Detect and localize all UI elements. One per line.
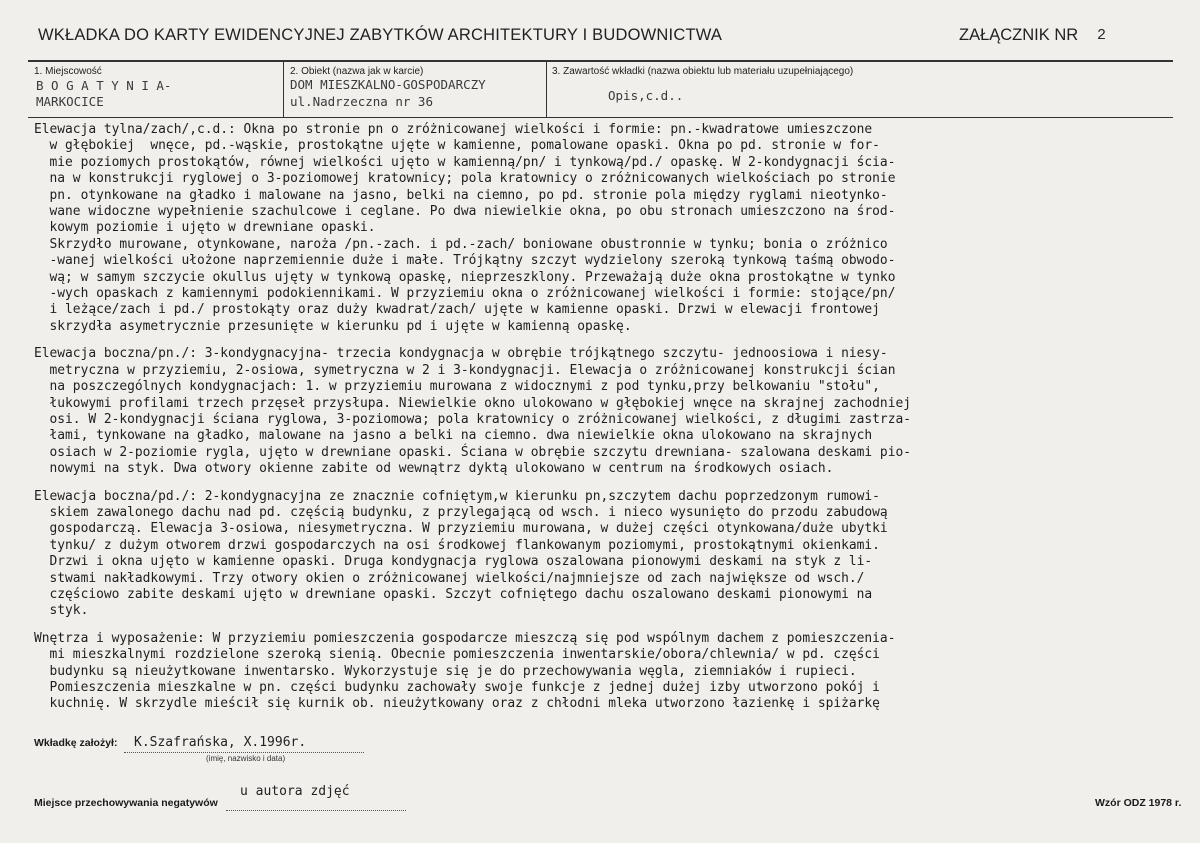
text-line: skrzydła asymetrycznie przesunięte w kierunku pd i ujęte w kamienną opaskę. (34, 318, 632, 334)
prepared-by-label: Wkładkę założył: (34, 737, 118, 749)
header-top-rule (28, 60, 1173, 62)
text-line: -wych opaskach z kamiennymi podokiennikami. W przyziemiu okna o zróżnicowanej wielkości i formie: stojące/pn/ (34, 286, 896, 302)
header-divider-1 (283, 61, 284, 118)
annex-label: ZAŁĄCZNIK NR (959, 26, 1079, 44)
text-line: w głębokiej wnęce, pd.-wąskie, prostokątne ujęte w kamienne, pomalowane opaski. Okna po pd. stronie w for- (34, 138, 880, 154)
text-line: styk. (34, 603, 89, 619)
text-line: Elewacja tylna/zach/,c.d.: Okna po stronie pn o zróżnicowanej wielkości i formie: pn.-kwadratowe umieszczone (34, 122, 873, 137)
paragraph-interiors (34, 631, 1174, 713)
text-line: mie poziomych prostokątów, równej wielkości ujęto w kamienną/pn/ i tynkową/pd./ opaskę. W 2-kondygnacji ścia- (34, 154, 896, 170)
negatives-value: u autora zdjęć (240, 784, 350, 799)
text-line: i leżące/zach i pd./ prostokąty oraz duży kwadrat/zach/ ujęte w kamienne opaski. Drzwi w elewacji frontowej (34, 302, 880, 318)
text-line: tynku/ z dużym otworem drzwi gospodarczych na osi środkowej flankowanym poziomymi, prostokątnymi okienkami. (34, 537, 880, 553)
text-line: metryczna w przyziemiu, 2-osiowa, symetryczna w 2 i 3-kondygnacji. Elewacja o zróżnicowanej konstrukcji ścian (34, 362, 896, 378)
text-line: łami, tynkowane na gładko, malowane na jasno a belki na ciemno. dwa niewielkie okna ulokowano na skrajnych (34, 428, 873, 444)
object-value-line2: ul.Nadrzeczna nr 36 (290, 94, 433, 109)
text-line: Elewacja boczna/pn./: 3-kondygnacyjna- trzecia kondygnacja w obrębie trójkątnego szczytu- jednoosiowa i niesy- (34, 346, 888, 362)
prepared-by-value: K.Szafrańska, X.1996r. (134, 735, 307, 750)
text-line: stwami nakładkowymi. Trzy otwory okien o zróżnicowanej wielkości/najmniejsze od zach największe od wsch./ (34, 570, 865, 586)
object-label: 2. Obiekt (nazwa jak w karcie) (290, 66, 424, 77)
form-title: WKŁADKA DO KARTY EWIDENCYJNEJ ZABYTKÓW ARCHITEKTURY I BUDOWNICTWA (38, 26, 723, 44)
text-line: gospodarczą. Elewacja 3-osiowa, niesymetryczna. W przyziemiu murowana, w dużej części otynkowana/duże ubytki (34, 521, 888, 537)
contents-value: Opis,c.d.. (608, 88, 684, 103)
text-line: kowym poziomie i ujęto w drewniane opaski. (34, 220, 376, 236)
place-value-line1: B O G A T Y N I A- (36, 78, 172, 93)
negatives-location-label: Miejsce przechowywania negatywów (34, 797, 218, 809)
text-line: kuchnię. W skrzydle mieścił się kurnik ob. nieużytkowany oraz z chłodni mleka utworzono łazienkę i spiżarkę (34, 696, 880, 712)
header-divider-2 (546, 61, 547, 118)
object-value-line1: DOM MIESZKALNO-GOSPODARCZY (290, 77, 486, 92)
paragraph-north-elevation (34, 346, 1174, 477)
text-line: częściowo zabite deskami ujęto w drewniane opaski. Szczyt cofniętego dachu oszalowano deskami pionowymi na (34, 586, 873, 602)
text-line: nowymi na styk. Dwa otwory okienne zabite od wewnątrz dyktą ulokowano w centrum na środkowych osiach. (34, 461, 834, 477)
place-value-line2: MARKOCICE (36, 94, 104, 109)
header-bottom-rule (28, 117, 1173, 118)
paragraph-rear-elevation (34, 122, 1174, 335)
text-line: skiem zawalonego dachu nad pd. częścią budynku, z przylegającą od wsch. i nieco wysunięto do przodu zabudową (34, 504, 888, 520)
paragraph-south-elevation (34, 489, 1174, 620)
text-line: Wnętrza i wyposażenie: W przyziemiu pomieszczenia gospodarcze mieszczą się pod wspólnym dachem z pomieszczenia- (34, 630, 896, 646)
annex-number: 2 (1097, 27, 1107, 44)
form-model-label: Wzór ODZ 1978 r. (1095, 797, 1182, 809)
text-line: wane widoczne wypełnienie szachulcowe i ceglane. Po dwa niewielkie okna, po obu stronach umieszczono na środ- (34, 204, 896, 220)
text-line: Elewacja boczna/pd./: 2-kondygnacyjna ze znacznie cofniętym,w kierunku pn,szczytem dachu poprzedzonym rumowi- (34, 488, 880, 504)
contents-label: 3. Zawartość wkładki (nazwa obiektu lub materiału uzupełniającego) (552, 66, 854, 77)
text-line: pn. otynkowane na gładko i malowane na jasno, belki na ciemno, po pd. stronie pola między ryglami nieotynko- (34, 187, 888, 203)
text-line: -wanej wielkości ułożone naprzemiennie duże i małe. Trójkątny szczyt wydzielony szeroką tynkową taśmą obwodo- (34, 253, 896, 269)
text-line: Drzwi i okna ujęto w kamienne opaski. Druga kondygnacja ryglowa oszalowana pionowymi deskami na styk z li- (34, 554, 873, 570)
text-line: łukowymi profilami trzech przęseł przysłupa. Niewielkie okno ulokowano w głębokiej wnęce na skrajnej zachodniej (34, 395, 911, 411)
text-line: osiach w 2-poziomie rygla, ujęto w drewniane opaski. Ściana w obrębie szczytu drewniana- szalowana deskami pio- (34, 444, 911, 460)
text-line: osi. W 2-kondygnacji ściana ryglowa, 3-poziomowa; pola kratownicy o zróżnicowanej wielkości, z długimi zastrza- (34, 411, 911, 427)
prepared-by-line (124, 752, 364, 753)
description-body (34, 122, 1174, 713)
text-line: mi mieszkalnymi rozdzielone szeroką sienią. Obecnie pomieszczenia inwentarskie/obora/chlewnia/ w pd. części (34, 647, 880, 663)
text-line: budynku są nieużytkowane inwentarsko. Wykorzystuje się je do przechowywania węgla, ziemniaków i rupieci. (34, 663, 857, 679)
text-line: Pomieszczenia mieszkalne w pn. części budynku zachowały swoje funkcje z jednej dużej izby utworzono pokój i (34, 680, 880, 695)
prepared-by-hint: (imię, nazwisko i data) (206, 754, 286, 763)
text-line: Skrzydło murowane, otynkowane, naroża /pn.-zach. i pd.-zach/ boniowane obustronnie w tynku; bonia o zróżnico (34, 236, 888, 252)
place-label: 1. Miejscowość (34, 66, 102, 77)
text-line: wą; w samym szczycie okullus ujęty w tynkową opaskę, nieprzeszklony. Przeważają duże okna prostokątne w tynko (34, 269, 896, 285)
text-line: na w konstrukcji ryglowej o 3-poziomowej kratownicy; pola kratownicy o zróżnicowanych wielkościach po stronie (34, 171, 896, 187)
negatives-line (226, 810, 406, 811)
text-line: na poszczególnych kondygnacjach: 1. w przyziemiu murowana z widocznymi z pod tynku,przy belkowaniu "stołu", (34, 379, 880, 395)
